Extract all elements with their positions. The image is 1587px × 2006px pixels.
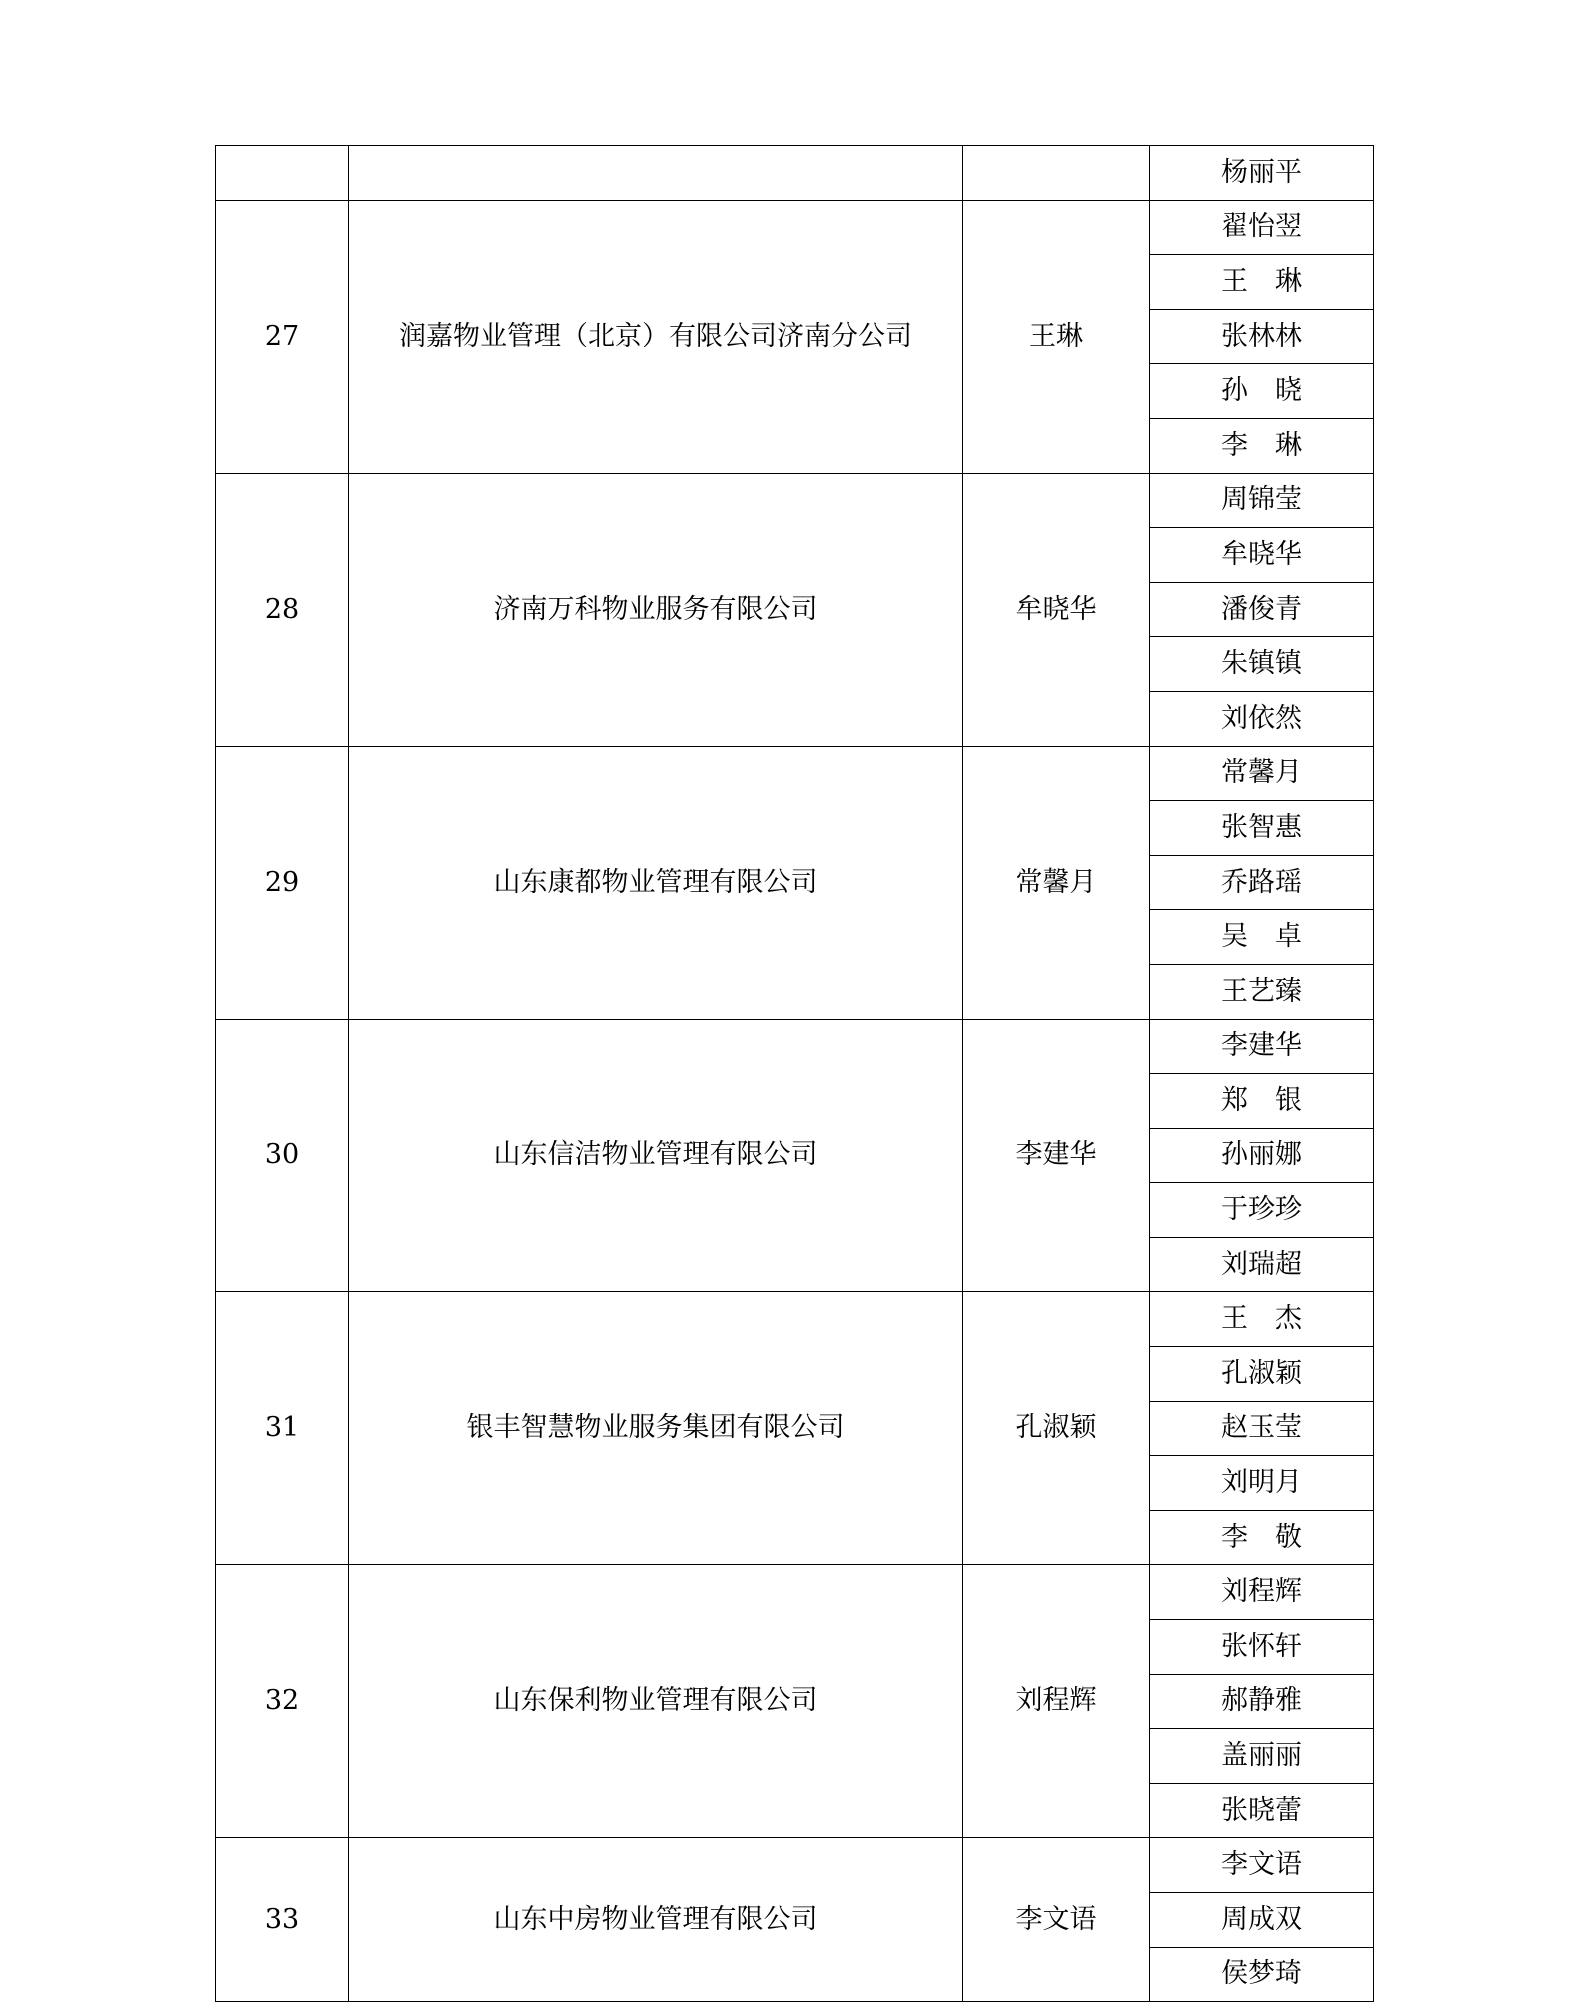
- number-cell: 30: [216, 1019, 349, 1292]
- company-cell: 银丰智慧物业服务集团有限公司: [349, 1292, 963, 1565]
- member-cell: 李 琳: [1150, 418, 1374, 473]
- table-row: [216, 1838, 1374, 1893]
- member-cell: 郑 银: [1150, 1074, 1374, 1129]
- member-cell: 周锦莹: [1150, 473, 1374, 528]
- number-cell: 31: [216, 1292, 349, 1565]
- member-cell: 李 敬: [1150, 1510, 1374, 1565]
- company-cell: 山东中房物业管理有限公司: [349, 1838, 963, 2002]
- number-cell: 32: [216, 1565, 349, 1838]
- member-cell: 刘依然: [1150, 691, 1374, 746]
- member-cell: 翟怡翌: [1150, 200, 1374, 255]
- member-cell: 孙丽娜: [1150, 1128, 1374, 1183]
- member-cell: 常馨月: [1150, 746, 1374, 801]
- company-cell: 润嘉物业管理（北京）有限公司济南分公司: [349, 200, 963, 473]
- leader-cell: 常馨月: [963, 746, 1150, 1019]
- number-cell: 33: [216, 1838, 349, 2002]
- member-cell: 于珍珍: [1150, 1183, 1374, 1238]
- member-cell: 刘瑞超: [1150, 1237, 1374, 1292]
- member-cell: 张林林: [1150, 309, 1374, 364]
- member-cell: 李文语: [1150, 1838, 1374, 1893]
- table-row: [216, 200, 1374, 255]
- member-cell: 郝静雅: [1150, 1674, 1374, 1729]
- member-cell: 杨丽平: [1150, 146, 1374, 201]
- member-cell: 刘程辉: [1150, 1565, 1374, 1620]
- leader-cell: 刘程辉: [963, 1565, 1150, 1838]
- member-cell: 张怀轩: [1150, 1620, 1374, 1675]
- leader-cell: [963, 146, 1150, 201]
- company-cell: [349, 146, 963, 201]
- member-cell: 盖丽丽: [1150, 1729, 1374, 1784]
- member-cell: 王 琳: [1150, 255, 1374, 310]
- company-cell: 济南万科物业服务有限公司: [349, 473, 963, 746]
- leader-cell: 李文语: [963, 1838, 1150, 2002]
- leader-cell: 牟晓华: [963, 473, 1150, 746]
- leader-cell: 孔淑颖: [963, 1292, 1150, 1565]
- member-cell: 孙 晓: [1150, 364, 1374, 419]
- table-row: [216, 1292, 1374, 1347]
- member-cell: 王 杰: [1150, 1292, 1374, 1347]
- leader-cell: 王琳: [963, 200, 1150, 473]
- number-cell: 27: [216, 200, 349, 473]
- member-cell: 张智惠: [1150, 801, 1374, 856]
- member-cell: 张晓蕾: [1150, 1783, 1374, 1838]
- member-cell: 王艺臻: [1150, 964, 1374, 1019]
- member-cell: 李建华: [1150, 1019, 1374, 1074]
- number-cell: 28: [216, 473, 349, 746]
- member-cell: 吴 卓: [1150, 910, 1374, 965]
- table-row: [216, 1019, 1374, 1074]
- member-cell: 刘明月: [1150, 1456, 1374, 1511]
- table-row: [216, 746, 1374, 801]
- company-cell: 山东保利物业管理有限公司: [349, 1565, 963, 1838]
- member-cell: 潘俊青: [1150, 582, 1374, 637]
- table-row: [216, 1565, 1374, 1620]
- member-cell: 周成双: [1150, 1893, 1374, 1948]
- table-row: [216, 473, 1374, 528]
- company-cell: 山东康都物业管理有限公司: [349, 746, 963, 1019]
- number-cell: 29: [216, 746, 349, 1019]
- leader-cell: 李建华: [963, 1019, 1150, 1292]
- table-row: [216, 146, 1374, 201]
- member-cell: 牟晓华: [1150, 528, 1374, 583]
- number-cell: [216, 146, 349, 201]
- member-cell: 乔路瑶: [1150, 855, 1374, 910]
- member-cell: 孔淑颖: [1150, 1347, 1374, 1402]
- team-roster-table: [215, 145, 1374, 2002]
- company-cell: 山东信洁物业管理有限公司: [349, 1019, 963, 1292]
- member-cell: 侯梦琦: [1150, 1947, 1374, 2002]
- member-cell: 赵玉莹: [1150, 1401, 1374, 1456]
- member-cell: 朱镇镇: [1150, 637, 1374, 692]
